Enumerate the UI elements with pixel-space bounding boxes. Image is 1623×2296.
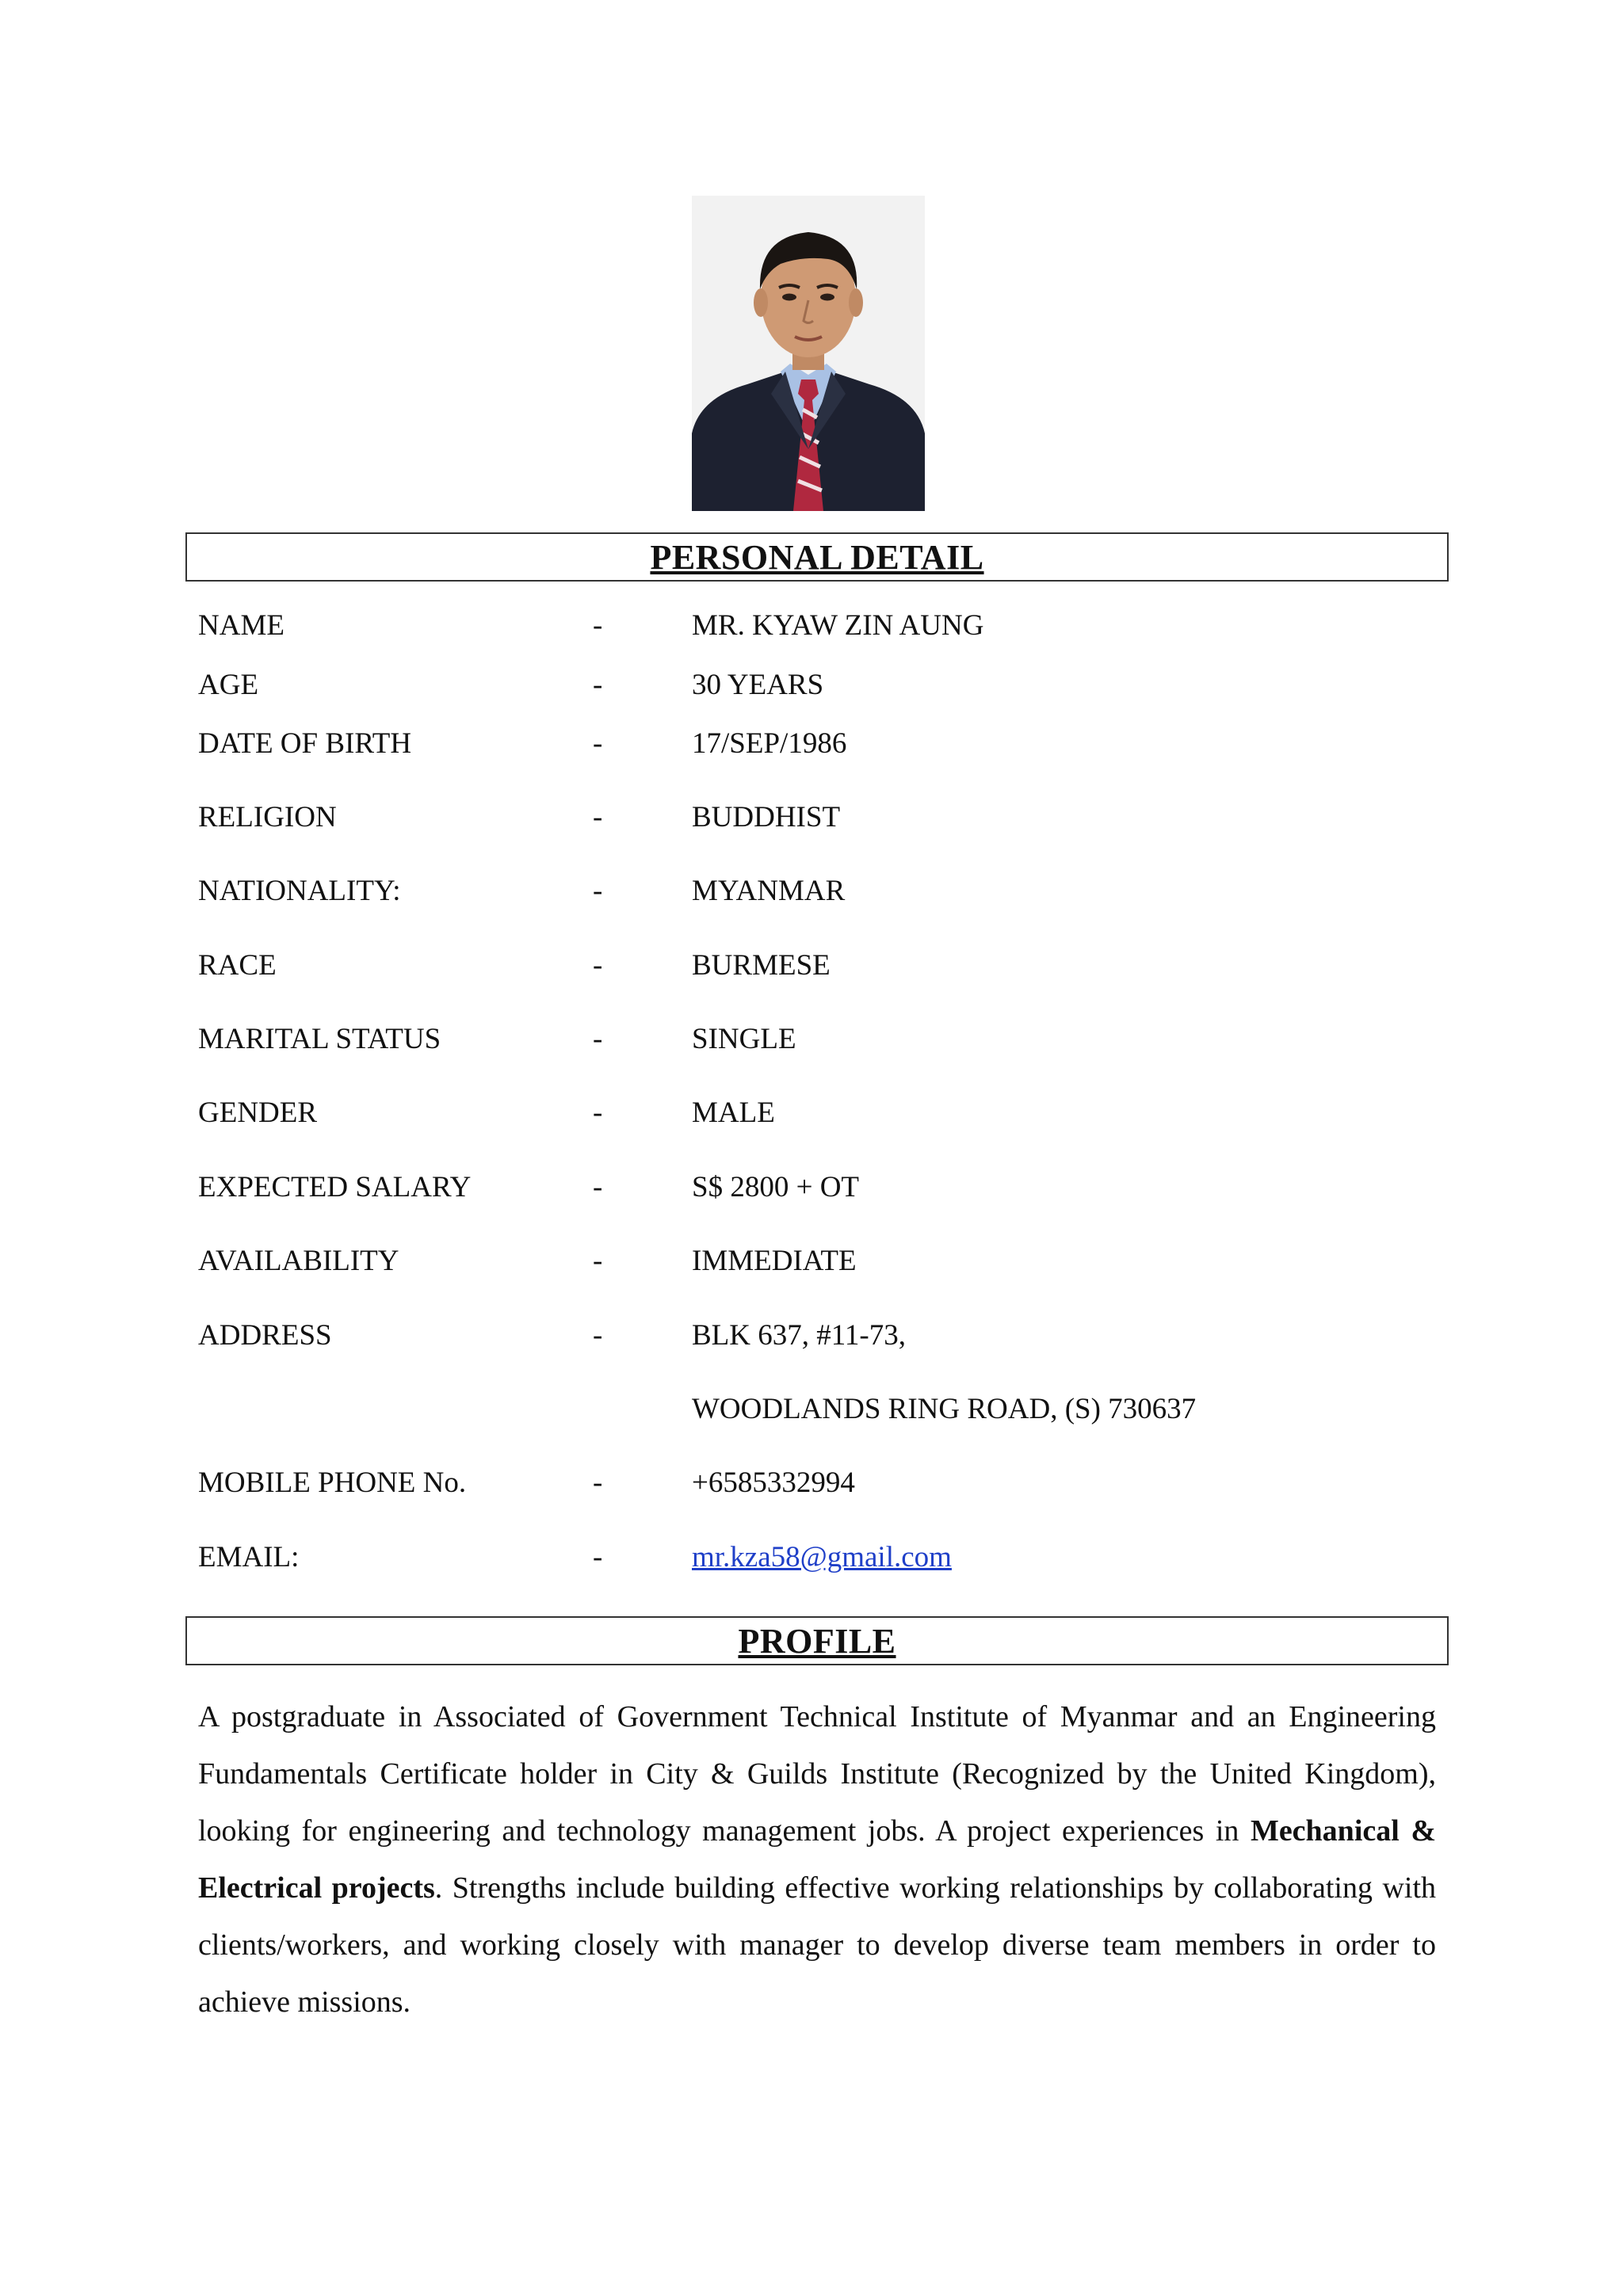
detail-row-nationality bbox=[0, 874, 1623, 921]
detail-row-name bbox=[0, 608, 1623, 656]
detail-value: BLK 637, #11-73, bbox=[692, 1319, 906, 1352]
profile-text-before: A postgraduate in Associated of Government Technical Institute of Myanmar and an Engineering Fundamentals Certificate holder in City & Guilds Institute (Recognized by the United Kingdom), looking for engineering and technology management jobs. A project experiences in bbox=[198, 1700, 1436, 1848]
detail-value: BURMESE bbox=[692, 949, 831, 982]
detail-value: S$ 2800 + OT bbox=[692, 1171, 860, 1203]
detail-label: AGE bbox=[198, 669, 259, 701]
detail-label: ADDRESS bbox=[198, 1319, 332, 1352]
detail-label: EMAIL: bbox=[198, 1541, 300, 1573]
personal-detail-heading: PERSONAL DETAIL bbox=[650, 537, 984, 577]
detail-value: WOODLANDS RING ROAD, (S) 730637 bbox=[692, 1393, 1197, 1425]
detail-label: GENDER bbox=[198, 1097, 318, 1129]
detail-row-mobile-phone bbox=[0, 1466, 1623, 1513]
email-link[interactable]: mr.kza58@gmail.com bbox=[692, 1541, 952, 1573]
detail-value: MR. KYAW ZIN AUNG bbox=[692, 609, 984, 642]
detail-row-expected-salary bbox=[0, 1170, 1623, 1218]
detail-label: RELIGION bbox=[198, 801, 337, 833]
detail-label: DATE OF BIRTH bbox=[198, 727, 412, 760]
detail-dash: - bbox=[593, 1023, 603, 1055]
detail-value: 30 YEARS bbox=[692, 669, 824, 701]
detail-row-email bbox=[0, 1540, 1623, 1588]
detail-dash: - bbox=[593, 1541, 603, 1573]
detail-row-address-line-2 bbox=[0, 1392, 1623, 1440]
detail-dash: - bbox=[593, 801, 603, 833]
detail-label: MOBILE PHONE No. bbox=[198, 1466, 467, 1499]
person-icon bbox=[692, 196, 925, 511]
detail-dash: - bbox=[593, 1097, 603, 1129]
detail-row-age bbox=[0, 668, 1623, 715]
detail-dash: - bbox=[593, 1245, 603, 1277]
detail-value: 17/SEP/1986 bbox=[692, 727, 847, 760]
detail-dash: - bbox=[593, 1466, 603, 1499]
detail-row-gender bbox=[0, 1096, 1623, 1143]
detail-value: MALE bbox=[692, 1097, 775, 1129]
detail-dash: - bbox=[593, 669, 603, 701]
detail-row-address bbox=[0, 1318, 1623, 1366]
detail-label: MARITAL STATUS bbox=[198, 1023, 441, 1055]
detail-value: SINGLE bbox=[692, 1023, 796, 1055]
detail-label: NATIONALITY: bbox=[198, 875, 401, 907]
detail-label: NAME bbox=[198, 609, 285, 642]
detail-dash: - bbox=[593, 875, 603, 907]
detail-label: RACE bbox=[198, 949, 277, 982]
profile-heading: PROFILE bbox=[738, 1621, 896, 1661]
profile-text-bold: Mechanical & Electrical projects bbox=[198, 1814, 1436, 1905]
profile-paragraph bbox=[198, 1688, 1436, 2031]
profile-text-after: . Strengths include building effective working relationships by collaborating with clients/workers, and working closely with manager to develop diverse team members in order to achieve missions. bbox=[198, 1871, 1437, 2019]
detail-label: AVAILABILITY bbox=[198, 1245, 399, 1277]
detail-value: +6585332994 bbox=[692, 1466, 855, 1499]
detail-value: BUDDHIST bbox=[692, 801, 841, 833]
detail-dash: - bbox=[593, 1319, 603, 1352]
personal-detail-heading-box bbox=[185, 532, 1449, 582]
detail-label: EXPECTED SALARY bbox=[198, 1171, 472, 1203]
detail-dash: - bbox=[593, 727, 603, 760]
detail-dash: - bbox=[593, 609, 603, 642]
detail-row-religion bbox=[0, 800, 1623, 848]
detail-value: IMMEDIATE bbox=[692, 1245, 857, 1277]
detail-value: MYANMAR bbox=[692, 875, 846, 907]
profile-heading-box bbox=[185, 1616, 1449, 1665]
detail-row-availability bbox=[0, 1244, 1623, 1291]
detail-row-marital-status bbox=[0, 1022, 1623, 1070]
detail-dash: - bbox=[593, 1171, 603, 1203]
portrait-photo bbox=[692, 196, 925, 511]
detail-row-race bbox=[0, 948, 1623, 996]
detail-row-date-of-birth bbox=[0, 727, 1623, 774]
detail-dash: - bbox=[593, 949, 603, 982]
